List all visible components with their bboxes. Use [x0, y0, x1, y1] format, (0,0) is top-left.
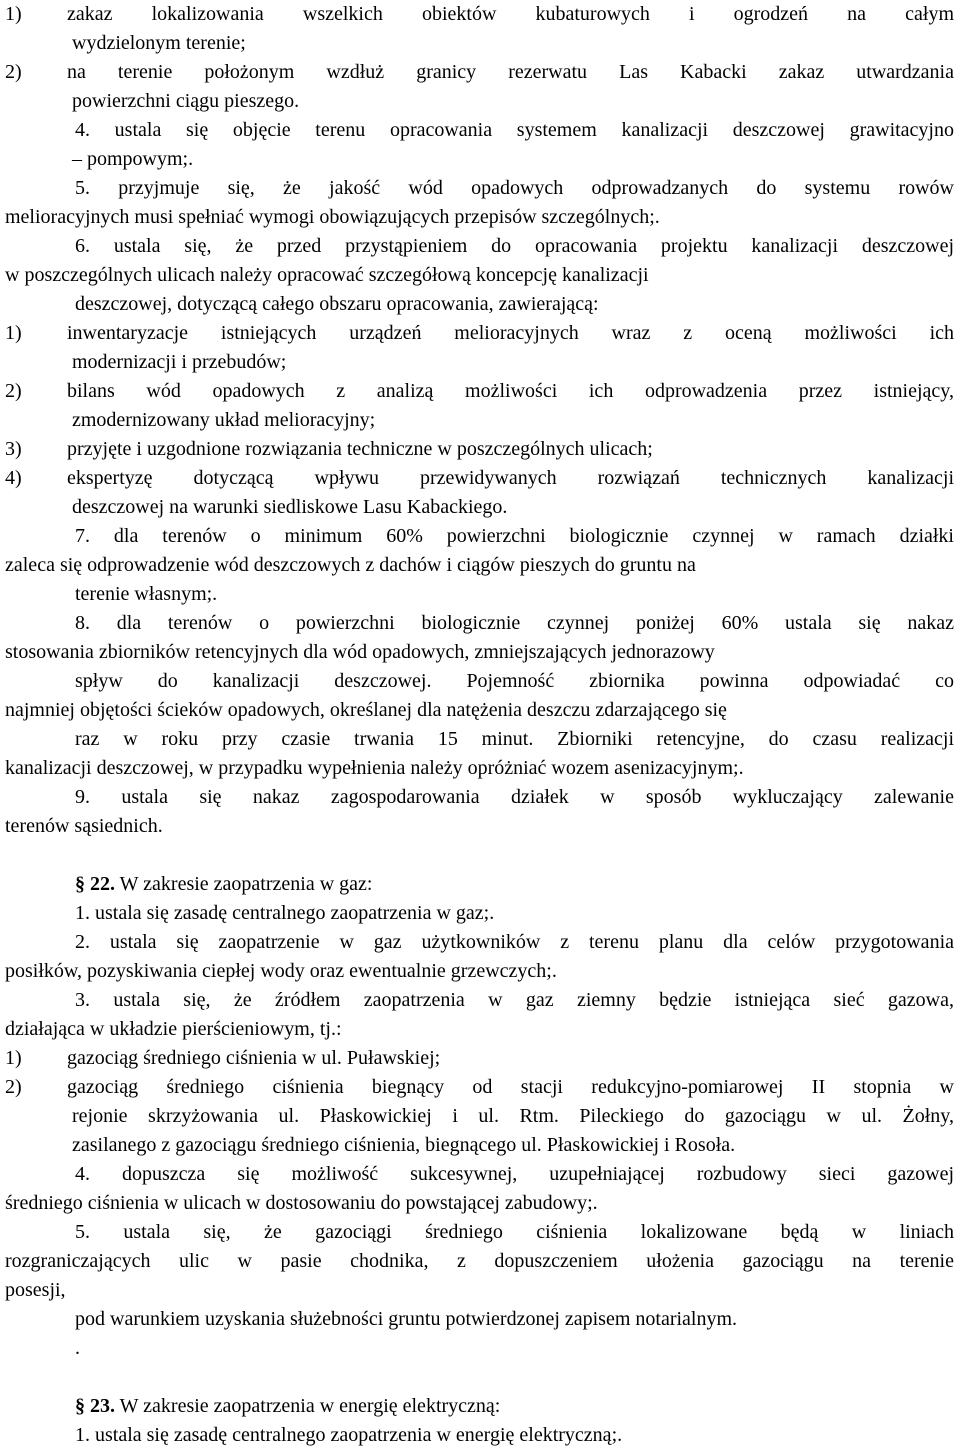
paragraph-line-indented: 1. ustala się zasadę centralnego zaopatrzenia w energię elektryczną;.: [75, 1424, 623, 1446]
list-item-text: ekspertyzę dotyczącą wpływu przewidywanych rozwiązań technicznych kanalizacji: [67, 467, 954, 489]
list-item-continuation: wydzielonym terenie;: [72, 32, 246, 54]
paragraph-line: terenów sąsiednich.: [5, 815, 163, 837]
list-item-continuation: deszczowej na warunki siedliskowe Lasu Kabackiego.: [72, 496, 508, 518]
list-item-text: na terenie położonym wzdłuż granicy rezerwatu Las Kabacki zakaz utwardzania: [67, 61, 954, 83]
list-item: [5, 1073, 954, 1102]
section-number: § 22.: [75, 873, 115, 895]
paragraph-line-indented: 9. ustala się nakaz zagospodarowania działek w sposób wykluczający zalewanie: [75, 786, 954, 808]
list-item: [5, 58, 954, 87]
list-item-number: 1): [5, 1047, 22, 1069]
list-item-number: 2): [5, 61, 22, 83]
list-item: [5, 0, 954, 29]
paragraph-line: średniego ciśnienia w ulicach w dostosowaniu do powstającej zabudowy;.: [5, 1192, 598, 1214]
list-item-number: 1): [5, 3, 22, 25]
section-heading: [5, 870, 954, 899]
paragraph-line-indented: terenie własnym;.: [75, 583, 218, 605]
list-item: [5, 464, 954, 493]
list-item: [5, 377, 954, 406]
blank-line: [5, 1363, 954, 1392]
list-item-continuation: powierzchni ciągu pieszego.: [72, 90, 300, 112]
paragraph-line-indented: 4. dopuszcza się możliwość sukcesywnej, uzupełniającej rozbudowy sieci gazowej: [75, 1163, 954, 1185]
list-item: [5, 435, 954, 464]
paragraph-line-indented: pod warunkiem uzyskania służebności gruntu potwierdzonej zapisem notarialnym.: [75, 1308, 738, 1330]
list-item-text: gazociąg średniego ciśnienia w ul. Puławskiej;: [67, 1047, 441, 1069]
paragraph-line-indented: 6. ustala się, że przed przystąpieniem do opracowania projektu kanalizacji deszczowej: [75, 235, 954, 257]
paragraph-line-indented: 4. ustala się objęcie terenu opracowania systemem kanalizacji deszczowej grawitacyjno: [75, 119, 954, 141]
paragraph-line: posesji,: [5, 1279, 66, 1301]
paragraph-line-indented: raz w roku przy czasie trwania 15 minut. Zbiorniki retencyjne, do czasu realizacji: [75, 728, 954, 750]
paragraph-line-indented: .: [75, 1337, 80, 1359]
section-heading: [5, 1392, 954, 1421]
paragraph-line-indented: 7. dla terenów o minimum 60% powierzchni biologicznie czynnej w ramach działki: [75, 525, 954, 547]
paragraph-line: rozgraniczających ulic w pasie chodnika, z dopuszczeniem ułożenia gazociągu na terenie: [5, 1250, 954, 1272]
paragraph-line-indented: 5. ustala się, że gazociągi średniego ciśnienia lokalizowane będą w liniach: [75, 1221, 954, 1243]
list-item-number: 1): [5, 322, 22, 344]
list-item-continuation: – pompowym;.: [72, 148, 194, 170]
list-item: [5, 1044, 954, 1073]
paragraph-line: działająca w układzie pierścieniowym, tj.:: [5, 1018, 342, 1040]
paragraph-line-indented: 1. ustala się zasadę centralnego zaopatrzenia w gaz;.: [75, 902, 495, 924]
list-item-text: zakaz lokalizowania wszelkich obiektów kubaturowych i ogrodzeń na całym: [67, 3, 954, 25]
paragraph-line-indented: 5. przyjmuje się, że jakość wód opadowych odprowadzanych do systemu rowów: [75, 177, 954, 199]
list-item-continuation: rejonie skrzyżowania ul. Płaskowickiej i ul. Rtm. Pileckiego do gazociągu w ul. Żołny,: [72, 1105, 954, 1127]
paragraph-line: stosowania zbiorników retencyjnych dla wód opadowych, zmniejszających jednorazowy: [5, 641, 715, 663]
section-title: W zakresie zaopatrzenia w energię elektryczną:: [115, 1395, 501, 1417]
list-item: [5, 319, 954, 348]
paragraph-line: posiłków, pozyskiwania ciepłej wody oraz ewentualnie grzewczych;.: [5, 960, 557, 982]
list-item-continuation: zasilanego z gazociągu średniego ciśnienia, biegnącego ul. Płaskowickiej i Rosoła.: [72, 1134, 736, 1156]
paragraph-line-indented: 2. ustala się zaopatrzenie w gaz użytkowników z terenu planu dla celów przygotowania: [75, 931, 954, 953]
list-item-continuation: modernizacji i przebudów;: [72, 351, 287, 373]
list-item-text: bilans wód opadowych z analizą możliwości ich odprowadzenia przez istniejący,: [67, 380, 954, 402]
list-item-text: przyjęte i uzgodnione rozwiązania techniczne w poszczególnych ulicach;: [67, 438, 653, 460]
list-item-text: inwentaryzacje istniejących urządzeń melioracyjnych wraz z oceną możliwości ich: [67, 322, 954, 344]
paragraph-line-indented: 3. ustala się, że źródłem zaopatrzenia w gaz ziemny będzie istniejąca sieć gazowa,: [75, 989, 954, 1011]
paragraph-line: kanalizacji deszczowej, w przypadku wypełnienia należy opróżniać wozem asenizacyjnym;.: [5, 757, 744, 779]
blank-line: [5, 841, 954, 870]
section-title: W zakresie zaopatrzenia w gaz:: [115, 873, 373, 895]
list-item-text: gazociąg średniego ciśnienia biegnący od stacji redukcyjno-pomiarowej II stopnia w: [67, 1076, 954, 1098]
paragraph-line: zaleca się odprowadzenie wód deszczowych z dachów i ciągów pieszych do gruntu na: [5, 554, 696, 576]
list-item-continuation: zmodernizowany układ melioracyjny;: [72, 409, 376, 431]
list-item-number: 2): [5, 1076, 22, 1098]
paragraph-line: melioracyjnych musi spełniać wymogi obowiązujących przepisów szczególnych;.: [5, 206, 660, 228]
paragraph-line-indented: 8. dla terenów o powierzchni biologicznie czynnej poniżej 60% ustala się nakaz: [75, 612, 954, 634]
paragraph-line: w poszczególnych ulicach należy opracować szczegółową koncepcję kanalizacji: [5, 264, 649, 286]
section-number: § 23.: [75, 1395, 115, 1417]
paragraph-line-indented: deszczowej, dotyczącą całego obszaru opracowania, zawierającą:: [75, 293, 599, 315]
list-item-number: 4): [5, 467, 22, 489]
paragraph-line: najmniej objętości ścieków opadowych, określanej dla natężenia deszczu zdarzającego się: [5, 699, 727, 721]
list-item-number: 3): [5, 438, 22, 460]
paragraph-line-indented: spływ do kanalizacji deszczowej. Pojemność zbiornika powinna odpowiadać co: [75, 670, 954, 692]
list-item-number: 2): [5, 380, 22, 402]
